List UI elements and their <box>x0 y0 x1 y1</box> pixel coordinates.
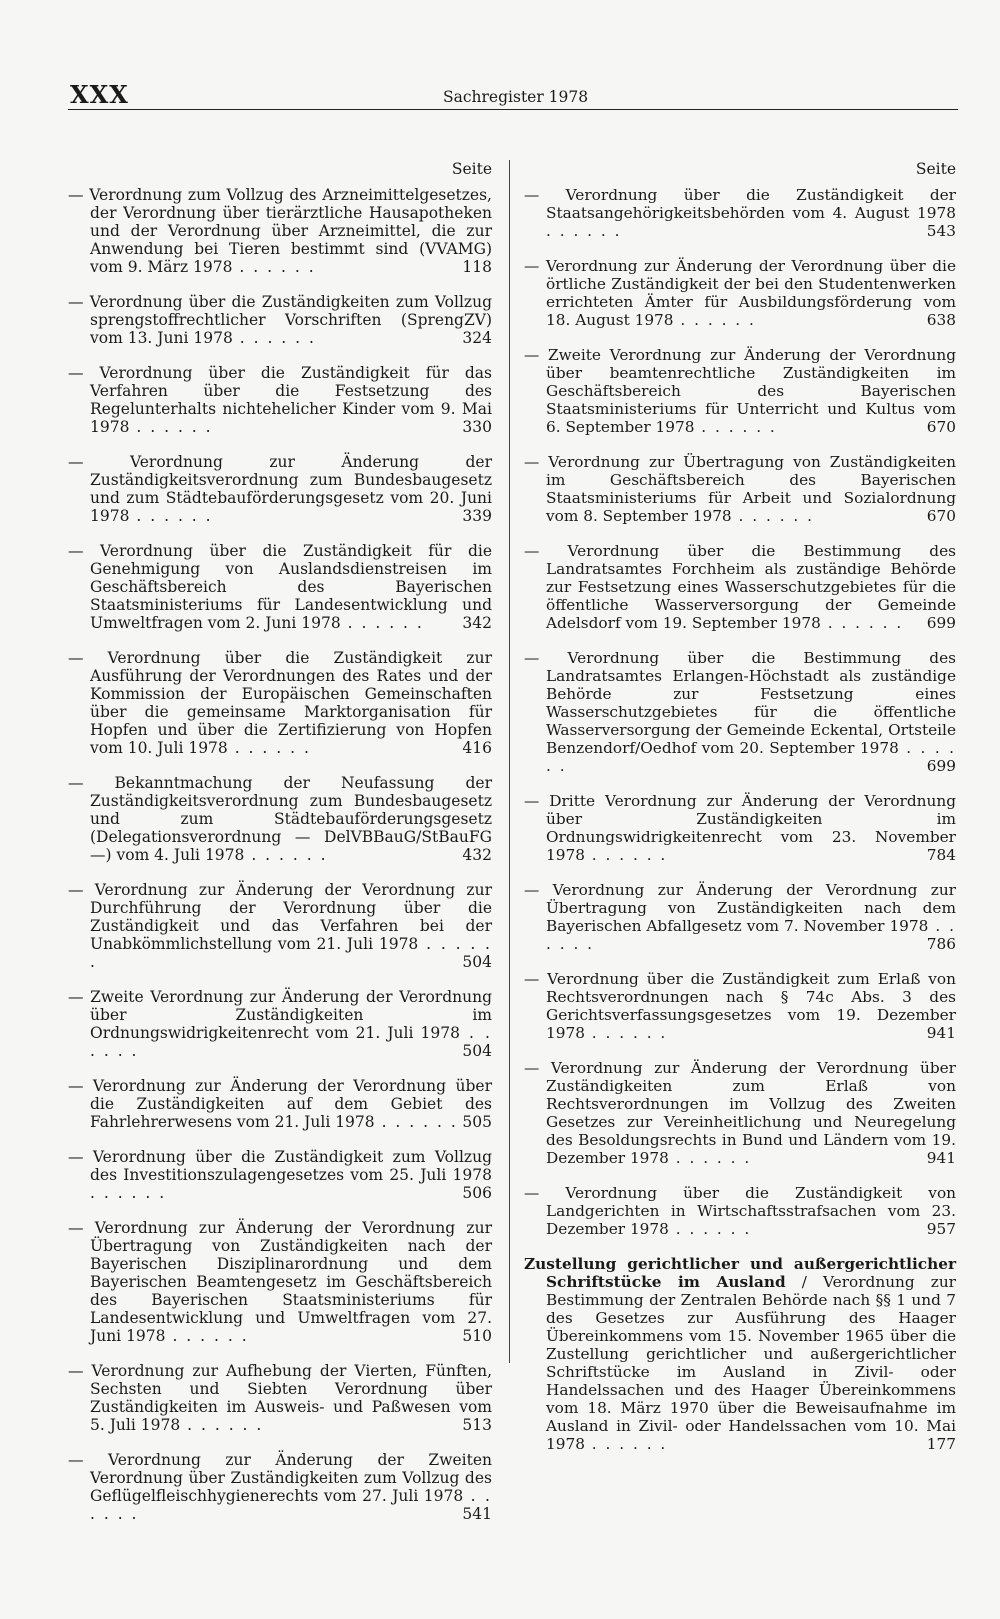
entry-text: — Verordnung über die Zuständigkeit zum Erlaß von Rechtsverordnungen nach § 74c Abs. 3 des Gerichtsverfassungsgesetzes vom 19. Dezember 1978 <box>524 970 956 1042</box>
leader-dots: . . . . . . <box>129 418 213 436</box>
index-entry <box>68 1148 492 1202</box>
entry-page-number: 941 <box>926 1024 956 1042</box>
index-entry <box>524 1184 956 1238</box>
leader-dots: . . . . . . <box>673 311 756 329</box>
index-entry <box>68 1451 492 1523</box>
leader-dots: . . . . . . <box>584 1024 668 1042</box>
entry-text: — Verordnung über die Zuständigkeit für die Genehmigung von Auslandsdienstreisen im Geschäftsbereich des Bayerischen Staatsministeriums für Landesentwicklung und Umweltfragen vom 2. Juni 1978 <box>68 542 492 632</box>
index-entry <box>524 346 956 436</box>
index-entry <box>524 649 956 775</box>
entry-text: — Verordnung über die Zuständigkeit für das Verfahren über die Festsetzung des Regelunterhalts nichtehelicher Kinder vom 9. Mai 1978 <box>68 364 492 436</box>
left-entry-list <box>68 186 492 1523</box>
leader-dots: . . . . . . <box>820 614 904 632</box>
page-number: XXX <box>70 80 129 109</box>
entry-page-number: 504 <box>462 953 492 971</box>
entry-text: — Verordnung über die Zuständigkeiten zum Vollzug sprengstoffrechtlicher Vorschriften (SprengZV) vom 13. Juni 1978 <box>68 293 492 347</box>
entry-page-number: 416 <box>462 739 492 757</box>
index-entry <box>68 542 492 632</box>
entry-text: — Verordnung über die Zuständigkeit zum Vollzug des Investitionszulagengesetzes vom 25. Juli 1978 <box>68 1148 492 1184</box>
index-entry <box>524 542 956 632</box>
leader-dots: . . . . . . <box>731 507 815 525</box>
leader-dots: . . . . . . <box>232 329 316 347</box>
index-entry <box>68 988 492 1060</box>
header-rule <box>68 109 958 110</box>
leader-dots: . . . . . . <box>244 846 328 864</box>
page-column-label: Seite <box>915 160 956 178</box>
entry-page-number: 504 <box>462 1042 492 1060</box>
index-entry <box>68 774 492 864</box>
column-divider <box>509 160 510 1363</box>
index-entry <box>524 881 956 953</box>
entry-text: — Verordnung zur Änderung der Verordnung zur Übertragung von Zuständigkeiten nach der Bayerischen Disziplinarordnung und dem Bayerischen Beamtengesetz im Geschäftsbereich des Bayerischen Staatsministeriums für Landesentwicklung und Umweltfragen vom 27. Juni 1978 <box>68 1219 492 1345</box>
leader-dots: . . . . . . <box>90 1487 492 1523</box>
entry-text: — Verordnung zur Aufhebung der Vierten, Fünften, Sechsten und Siebten Verordnung über Zuständigkeiten im Ausweis- und Paßwesen vom 5. Juli 1978 <box>68 1362 492 1434</box>
entry-page-number: 505 <box>462 1113 492 1131</box>
entry-page-number: 339 <box>462 507 492 525</box>
entry-page-number: 506 <box>462 1184 492 1202</box>
leader-dots: . . . . . . <box>232 258 316 276</box>
leader-dots: . . . . . . <box>546 222 622 240</box>
entry-page-number: 941 <box>926 1149 956 1167</box>
leader-dots: . . . . . . <box>340 614 424 632</box>
leader-dots: . . . . . . <box>129 507 213 525</box>
entry-page-number: 342 <box>462 614 492 632</box>
entry-page-number: 324 <box>462 329 492 347</box>
index-entry <box>524 1255 956 1453</box>
entry-text: — Verordnung über die Zuständigkeit von Landgerichten in Wirtschaftsstrafsachen vom 23. Dezember 1978 <box>524 1184 956 1238</box>
index-entry <box>524 257 956 329</box>
entry-text: — Verordnung über die Bestimmung des Landratsamtes Erlangen-Höchstadt als zuständige Behörde zur Festsetzung eines Wasserschutzgebietes für die öffentliche Wasserversorgung der Gemeinde Eckental, Ortsteile Benzendorf/Oedhof vom 20. September 1978 <box>524 649 956 757</box>
entry-text: — Verordnung über die Bestimmung des Landratsamtes Forchheim als zuständige Behörde zur Festsetzung eines Wasserschutzgebietes für die öffentliche Wasserversorgung der Gemeinde Adelsdorf vom 19. September 1978 <box>524 542 956 632</box>
entry-text: / Verordnung zur Bestimmung der Zentralen Behörde nach §§ 1 und 7 des Gesetzes zur Ausführung des Haager Übereinkommens vom 15. November 1965 über die Zustellung gerichtlicher und außergerichtlicher Schriftstücke im Ausland in Zivil- oder Handelssachen und des Haager Übereinkommens vom 18. März 1970 über die Beweisaufnahme im Ausland in Zivil- oder Handelssachen vom 10. Mai 1978 <box>546 1273 956 1453</box>
leader-dots: . . . . . . <box>546 739 956 775</box>
entry-page-number: 670 <box>926 418 956 436</box>
leader-dots: . . . . . . <box>180 1416 264 1434</box>
index-entry <box>68 293 492 347</box>
entry-page-number: 786 <box>926 935 956 953</box>
leader-dots: . . . . . . <box>90 1024 492 1060</box>
index-entry <box>524 970 956 1042</box>
entry-page-number: 699 <box>926 757 956 775</box>
index-entry <box>68 1219 492 1345</box>
entry-page-number: 330 <box>462 418 492 436</box>
entry-text: — Verordnung zur Änderung der Verordnung über die örtliche Zuständigkeit der bei den Studentenwerken errichteten Ämter für Ausbildungsförderung vom 18. August 1978 <box>524 257 956 329</box>
entry-heading: Zustellung gerichtlicher und außergerichtlicher Schriftstücke im Ausland <box>524 1255 956 1291</box>
index-entry <box>68 453 492 525</box>
right-column <box>524 150 956 1470</box>
entry-text: — Verordnung zur Änderung der Verordnung zur Übertragung von Zuständigkeiten nach dem Bayerischen Abfallgesetz vom 7. November 1978 <box>524 881 956 935</box>
entry-text: — Verordnung zur Änderung der Verordnung über die Zuständigkeiten auf dem Gebiet des Fahrlehrerwesens vom 21. Juli 1978 <box>68 1077 492 1131</box>
index-entry <box>524 792 956 864</box>
leader-dots: . . . . . . <box>90 1184 167 1202</box>
index-entry <box>68 1077 492 1131</box>
entry-page-number: 638 <box>926 311 956 329</box>
entry-page-number: 513 <box>462 1416 492 1434</box>
entry-page-number: 432 <box>462 846 492 864</box>
entry-page-number: 118 <box>462 258 492 276</box>
index-entry <box>68 1362 492 1434</box>
leader-dots: . . . . . . <box>584 1435 668 1453</box>
leader-dots: . . . . . . <box>584 846 668 864</box>
page-column-label: Seite <box>451 160 492 178</box>
entry-text: — Zweite Verordnung zur Änderung der Verordnung über beamtenrechtliche Zuständigkeiten im Geschäftsbereich des Bayerischen Staatsministeriums für Unterricht und Kultus vom 6. September 1978 <box>524 346 956 436</box>
entry-text: — Verordnung zur Änderung der Zweiten Verordnung über Zuständigkeiten zum Vollzug des Geflügelfleischhygienerechts vom 27. Juli 1978 <box>68 1451 492 1505</box>
entry-text: — Verordnung zur Übertragung von Zuständigkeiten im Geschäftsbereich des Bayerischen Staatsministeriums für Arbeit und Sozialordnung vom 8. September 1978 <box>524 453 956 525</box>
index-entry <box>68 364 492 436</box>
index-entry <box>68 649 492 757</box>
leader-dots: . . . . . . <box>668 1149 752 1167</box>
entry-page-number: 543 <box>926 222 956 240</box>
entry-text: — Verordnung zur Änderung der Zuständigkeitsverordnung zum Bundesbaugesetz und zum Städtebauförderungsgesetz vom 20. Juni 1978 <box>68 453 492 525</box>
entry-text: — Verordnung über die Zuständigkeit der Staatsangehörigkeitsbehörden vom 4. August 1978 <box>524 186 956 222</box>
leader-dots: . . . . . . <box>165 1327 249 1345</box>
entry-text: — Verordnung zur Änderung der Verordnung zur Durchführung der Verordnung über die Zuständigkeit und das Verfahren bei der Unabkömmlichstellung vom 21. Juli 1978 <box>68 881 492 953</box>
leader-dots: . . . . . . <box>227 739 311 757</box>
leader-dots: . . . . . . <box>374 1113 458 1131</box>
entry-page-number: 957 <box>926 1220 956 1238</box>
index-entry <box>68 186 492 276</box>
leader-dots: . . . . . . <box>694 418 777 436</box>
entry-text: — Dritte Verordnung zur Änderung der Verordnung über Zuständigkeiten im Ordnungswidrigkeitenrecht vom 23. November 1978 <box>524 792 956 864</box>
entry-text: — Bekanntmachung der Neufassung der Zuständigkeitsverordnung zum Bundesbaugesetz und zum Städtebauförderungsgesetz (Delegationsverordnung — DelVBBauG/StBauFG —) vom 4. Juli 1978 <box>68 774 492 864</box>
entry-page-number: 177 <box>926 1435 956 1453</box>
index-entry <box>524 186 956 240</box>
leader-dots: . . . . . . <box>90 935 492 971</box>
index-entry <box>524 453 956 525</box>
entry-page-number: 699 <box>926 614 956 632</box>
entry-page-number: 670 <box>926 507 956 525</box>
entry-text: — Verordnung zum Vollzug des Arzneimittelgesetzes, der Verordnung über tierärztliche Hausapotheken und der Verordnung über Arzneimittel, die zur Anwendung bei Tieren bestimmt sind (VVAMG) vom 9. März 1978 <box>68 186 492 276</box>
entry-page-number: 784 <box>926 846 956 864</box>
right-entry-list <box>524 186 956 1453</box>
leader-dots: . . . . . . <box>546 917 956 953</box>
running-title: Sachregister 1978 <box>443 88 589 106</box>
entry-text: — Verordnung über die Zuständigkeit zur Ausführung der Verordnungen des Rates und der Kommission der Europäischen Gemeinschaften über die gemeinsame Marktorganisation für Hopfen und über die Zertifizierung von Hopfen vom 10. Juli 1978 <box>68 649 492 757</box>
left-column <box>68 150 492 1540</box>
entry-page-number: 510 <box>462 1327 492 1345</box>
leader-dots: . . . . . . <box>668 1220 752 1238</box>
entry-page-number: 541 <box>462 1505 492 1523</box>
entry-text: — Zweite Verordnung zur Änderung der Verordnung über Zuständigkeiten im Ordnungswidrigkeitenrecht vom 21. Juli 1978 <box>68 988 492 1042</box>
entry-text: — Verordnung zur Änderung der Verordnung über Zuständigkeiten zum Erlaß von Rechtsverordnungen im Vollzug des Zweiten Gesetzes zur Vereinheitlichung und Neuregelung des Besoldungsrechts in Bund und Ländern vom 19. Dezember 1978 <box>524 1059 956 1167</box>
index-entry <box>68 881 492 971</box>
index-entry <box>524 1059 956 1167</box>
